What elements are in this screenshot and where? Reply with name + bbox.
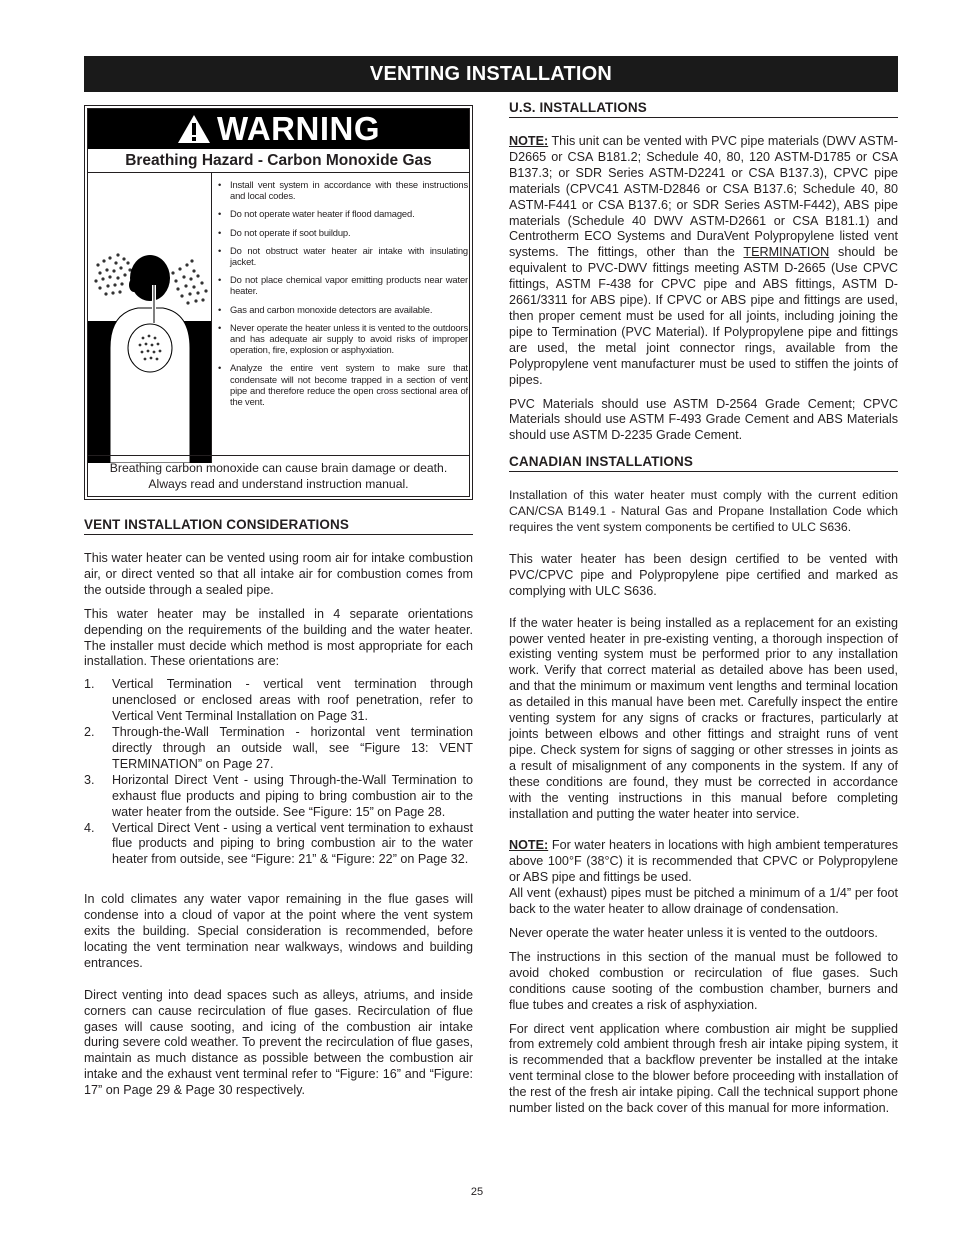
paragraph: Never operate the water heater unless it is vented to the outdoors. bbox=[509, 925, 878, 940]
page-number: 25 bbox=[470, 1186, 484, 1198]
paragraph: The instructions in this section of the manual must be followed to avoid choked combustion or recirculation of flue gases. Such conditions cause sooting of the combustion chamber, burners and flue tubes and creates a risk of asphyxiation. bbox=[509, 949, 898, 1012]
note-label: NOTE: bbox=[509, 134, 549, 148]
list-item: 1. Vertical Termination - vertical vent termination through unenclosed or enclosed areas with roof penetration, refer to Vertical Vent Terminal Installation on Page 31. bbox=[84, 677, 473, 724]
paragraph: For direct vent application where combustion air might be supplied from extremely cold ambient through fresh air intake piping system, it is recommended that a backflow preventer be installed at the intake vent terminal close to the blower before proceeding with installation of the rest of the fresh air intake piping. Call the technical support phone number listed on the back cover of this manual for more information. bbox=[509, 1021, 898, 1116]
warning-header bbox=[88, 109, 469, 149]
page-title: VENTING INSTALLATION bbox=[84, 56, 898, 92]
paragraph: NOTE: This unit can be vented with PVC pipe materials (DWV ASTM-D2665 or CSA B181.2; Schedule 40, 80, 120 ASTM-D1785 or CSA B137.3; or SDR Series ASTM-D2241 or CSA B137.3), CPVC pipe materials (CPVC41 ASTM-D2846 or CSA B137.6; Schedule 40, 80 ASTM-F441 or CSA B137.6; or SDR Series ASTM-F442), ABS pipe materials (Schedule 40 DWV ASTM-D2661 or CSA B181.1) and Centrotherm ECO Systems and DuraVent Polypropylene listed vent systems. The fittings, other than the TERMINATION should be equivalent to PVC-DWV fittings meeting ASTM D-2665 (Use CPVC fittings, ASTM F-438 for CPVC pipe and ABS fittings, ASTM D-2661/3311 for ABS pipe). If CPVC or ABS pipe and fittings are used, then proper cement must be used for all joints, including joining the pipe to Termination (PVC Material). If Polypropylene pipe and fittings are used, the metal joint connector rings, available from the Polypropylene vent manufacturer must be used to stiffen the joints of pipes. bbox=[509, 134, 898, 387]
warning-footer-line: Always read and understand instruction manual. bbox=[148, 477, 409, 491]
warning-bullet: • Install vent system in accordance with these instructions and local codes. bbox=[218, 179, 468, 201]
warning-heading: WARNING bbox=[217, 110, 380, 147]
orientation-list bbox=[84, 677, 473, 868]
termination-link: TERMINATION bbox=[743, 245, 830, 260]
warning-bullet: • Analyze the entire vent system to make sure that condensate will not become trapped in a section of vent pipe and therefore reduce the open cross sectional area of the vent. bbox=[218, 362, 468, 407]
section-heading-us-installations: U.S. INSTALLATIONS bbox=[509, 100, 898, 118]
paragraph: In cold climates any water vapor remaining in the flue gases will condense into a cloud of vapor at the point where the vent system exits the building. Special consideration is recommended, before locating the vent termination near walkways, windows and building entrances. bbox=[84, 892, 473, 970]
paragraph: Installation of this water heater must comply with the current edition CAN/CSA B149.1 - Natural Gas and Propane Installation Code which requires the vent system components be certified to ULC S636. bbox=[509, 488, 898, 535]
note-label: NOTE: bbox=[509, 838, 549, 853]
right-column bbox=[509, 100, 898, 1117]
warning-box bbox=[84, 105, 473, 500]
section-heading-vent-considerations: VENT INSTALLATION CONSIDERATIONS bbox=[84, 517, 473, 535]
warning-bullet: • Do not operate water heater if flood damaged. bbox=[218, 208, 468, 219]
warning-bullet: • Do not place chemical vapor emitting products near water heater. bbox=[218, 274, 468, 296]
warning-triangle-icon bbox=[177, 114, 211, 144]
paragraph: PVC Materials should use ASTM D-2564 Grade Cement; CPVC Materials should use ASTM F-493 Grade Cement and ABS Materials should use ASTM D-2235 Grade Cement. bbox=[509, 396, 898, 443]
warning-footer-line: Breathing carbon monoxide can cause brain damage or death. bbox=[109, 461, 448, 475]
warning-bullet: • Never operate the heater unless it is vented to the outdoors and has adequate air supply to avoid risks of improper operation, fire, explosion or asphyxiation. bbox=[218, 322, 468, 356]
paragraph: This water heater can be vented using room air for intake combustion air, or direct vented so that all intake air for combustion comes from the outside through a sealed pipe. bbox=[84, 551, 473, 597]
section-heading-canadian-installations: CANADIAN INSTALLATIONS bbox=[509, 454, 898, 472]
list-item: 3. Horizontal Direct Vent - using Through-the-Wall Termination to exhaust flue products and piping to bring combustion air to the water heater from the outside. See “Figure: 15” on Page 28. bbox=[84, 772, 473, 819]
list-item: 4. Vertical Direct Vent - using a vertical vent termination to exhaust flue products and piping to bring combustion air to the water heater from outside, see “Figure: 21” & “Figure: 22” on Page 32. bbox=[84, 820, 473, 867]
warning-bullet: • Gas and carbon monoxide detectors are available. bbox=[218, 304, 468, 315]
warning-subheading: Breathing Hazard - Carbon Monoxide Gas bbox=[88, 149, 469, 173]
warning-footer bbox=[88, 455, 469, 496]
paragraph: All vent (exhaust) pipes must be pitched a minimum of a 1/4” per foot back to the water heater to allow drainage of condensation. bbox=[509, 886, 898, 917]
warning-bullet: • Do not obstruct water heater air intake with insulating jacket. bbox=[218, 245, 468, 267]
paragraph: If the water heater is being installed as a replacement for an existing power vented heater in pre-existing venting, a thorough inspection of existing venting system must be performed prior to any installation work. Verify that correct material as detailed above has been used, and that the minimum or maximum vent lengths and terminal location as detailed in this manual have been met. Carefully inspect the entire venting system for any signs of cracks or fractures, particularly at joints between elbows and other fittings and straight runs of vent pipe. Check system for signs of sagging or other stresses in joints as a result of misalignment of any components in the system. If any of these conditions are found, they must be corrected in accordance with the venting instructions in this manual before completing installation and putting the water heater into service. bbox=[509, 615, 898, 821]
paragraph: Direct venting into dead spaces such as alleys, atriums, and inside corners can cause recirculation of flue gases. Recirculation of flue gases will cause sooting, and icing of the combustion air intake during severe cold weather. To prevent the recirculation of flue gases, maintain as much distance as possible between the combustion air intake and the exhaust vent terminal refer to “Figure: 16” and “Figure: 17” on Page 29 & Page 30 respectively. bbox=[84, 987, 473, 1098]
warning-bullet-list bbox=[218, 179, 468, 414]
carbon-monoxide-hazard-icon bbox=[88, 173, 212, 463]
list-item: 2. Through-the-Wall Termination - horizontal vent termination directly through an outside wall, see “Figure 13: VENT TERMINATION” on Page 27. bbox=[84, 725, 473, 771]
warning-bullet: • Do not operate if soot buildup. bbox=[218, 227, 468, 238]
paragraph: NOTE: For water heaters in locations with high ambient temperatures above 100°F (38°C) it is recommended that CPVC or Polypropylene or ABS pipe and fittings be used. bbox=[509, 838, 898, 885]
paragraph: This water heater may be installed in 4 separate orientations depending on the requirements of the building and the water heater. The installer must decide which method is most appropriate for each installation. These orientations are: bbox=[84, 606, 473, 669]
paragraph: This water heater has been design certified to be vented with PVC/CPVC pipe and Polypropylene pipe certified and marked as complying with ULC S636. bbox=[509, 551, 898, 598]
